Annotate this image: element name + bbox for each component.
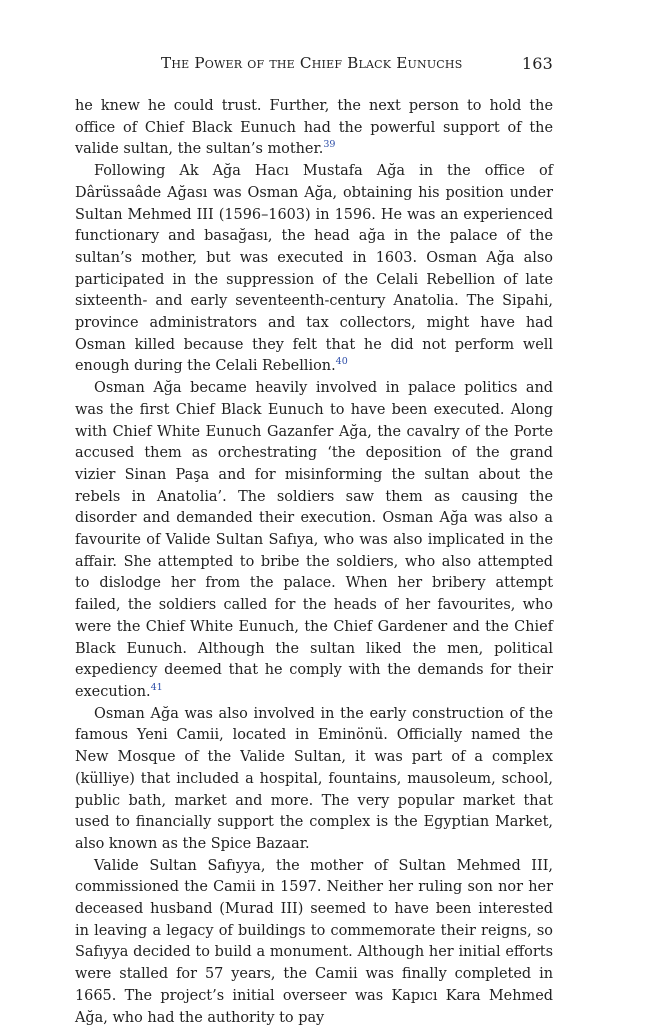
paragraph-text: Following Ak Ağa Hacı Mustafa Ağa in the office of Dârüssaâde Ağası was Osman Ağa, obtaining his position under Sultan Mehmed III (1596–1603) in 1596. He was an experienced functionary and basağası, the head ağa in the palace of the sultan’s mother, but was executed in 1603. Osman Ağa also participated in the suppression of the Celali Rebellion of late sixteenth- and early seventeenth-century Anatolia. The Sipahi, province administrators and tax collectors, might have had Osman killed because they felt that he did not perform well enough during the Celali Rebellion. (75, 163, 553, 375)
paragraph (75, 96, 553, 161)
page-number: 163 (521, 54, 553, 73)
running-title: The Power of the Chief Black Eunuchs (161, 54, 463, 72)
book-page (75, 0, 553, 1029)
paragraph-text: Osman Ağa was also involved in the early construction of the famous Yeni Camii, located in Eminönü. Officially named the New Mosque of the Valide Sultan, it was part of a complex (külliye) that included a hospital, fountains, mausoleum, school, public bath, market and more. The very popular market that used to financially support the complex is the Egyptian Market, also known as the Spice Bazaar. (75, 705, 553, 852)
footnote-marker[interactable]: 39 (323, 139, 336, 151)
paragraph (75, 378, 553, 704)
running-header (75, 54, 553, 94)
paragraph-text: Valide Sultan Safıyya, the mother of Sultan Mehmed III, commissioned the Camii in 1597. Neither her ruling son nor her deceased husband (Murad III) seemed to have been interested in leaving a legacy of buildings to commemorate their reigns, so Safıyya decided to build a monument. Although her initial efforts were stalled for 57 years, the Camii was finally completed in 1665. The project’s initial overseer was Kapıcı Kara Mehmed Ağa, who had the authority to pay (75, 857, 553, 1026)
paragraph (75, 161, 553, 378)
paragraph (75, 856, 553, 1029)
footnote-marker[interactable]: 40 (335, 356, 348, 368)
body-text (75, 96, 553, 1029)
paragraph-text: Osman Ağa became heavily involved in palace politics and was the first Chief Black Eunuch to have been executed. Along with Chief White Eunuch Gazanfer Ağa, the cavalry of the Porte accused them as orchestrating ‘the deposition of the grand vizier Sinan Paşa and for misinforming the sultan about the rebels in Anatolia’. The soldiers saw them as causing the disorder and demanded their execution. Osman Ağa was also a favourite of Valide Sultan Safıya, who was also implicated in the affair. She attempted to bribe the soldiers, who also attempted to dislodge her from the palace. When her bribery attempt failed, the soldiers called for the heads of her favourites, who were the Chief White Eunuch, the Chief Gardener and the Chief Black Eunuch. Although the sultan liked the men, political expediency deemed that he comply with the demands for their execution. (75, 380, 553, 700)
paragraph-text: he knew he could trust. Further, the next person to hold the office of Chief Black Eunuch had the powerful support of the valide sultan, the sultan’s mother. (75, 98, 553, 158)
footnote-marker[interactable]: 41 (150, 681, 163, 693)
paragraph (75, 704, 553, 856)
